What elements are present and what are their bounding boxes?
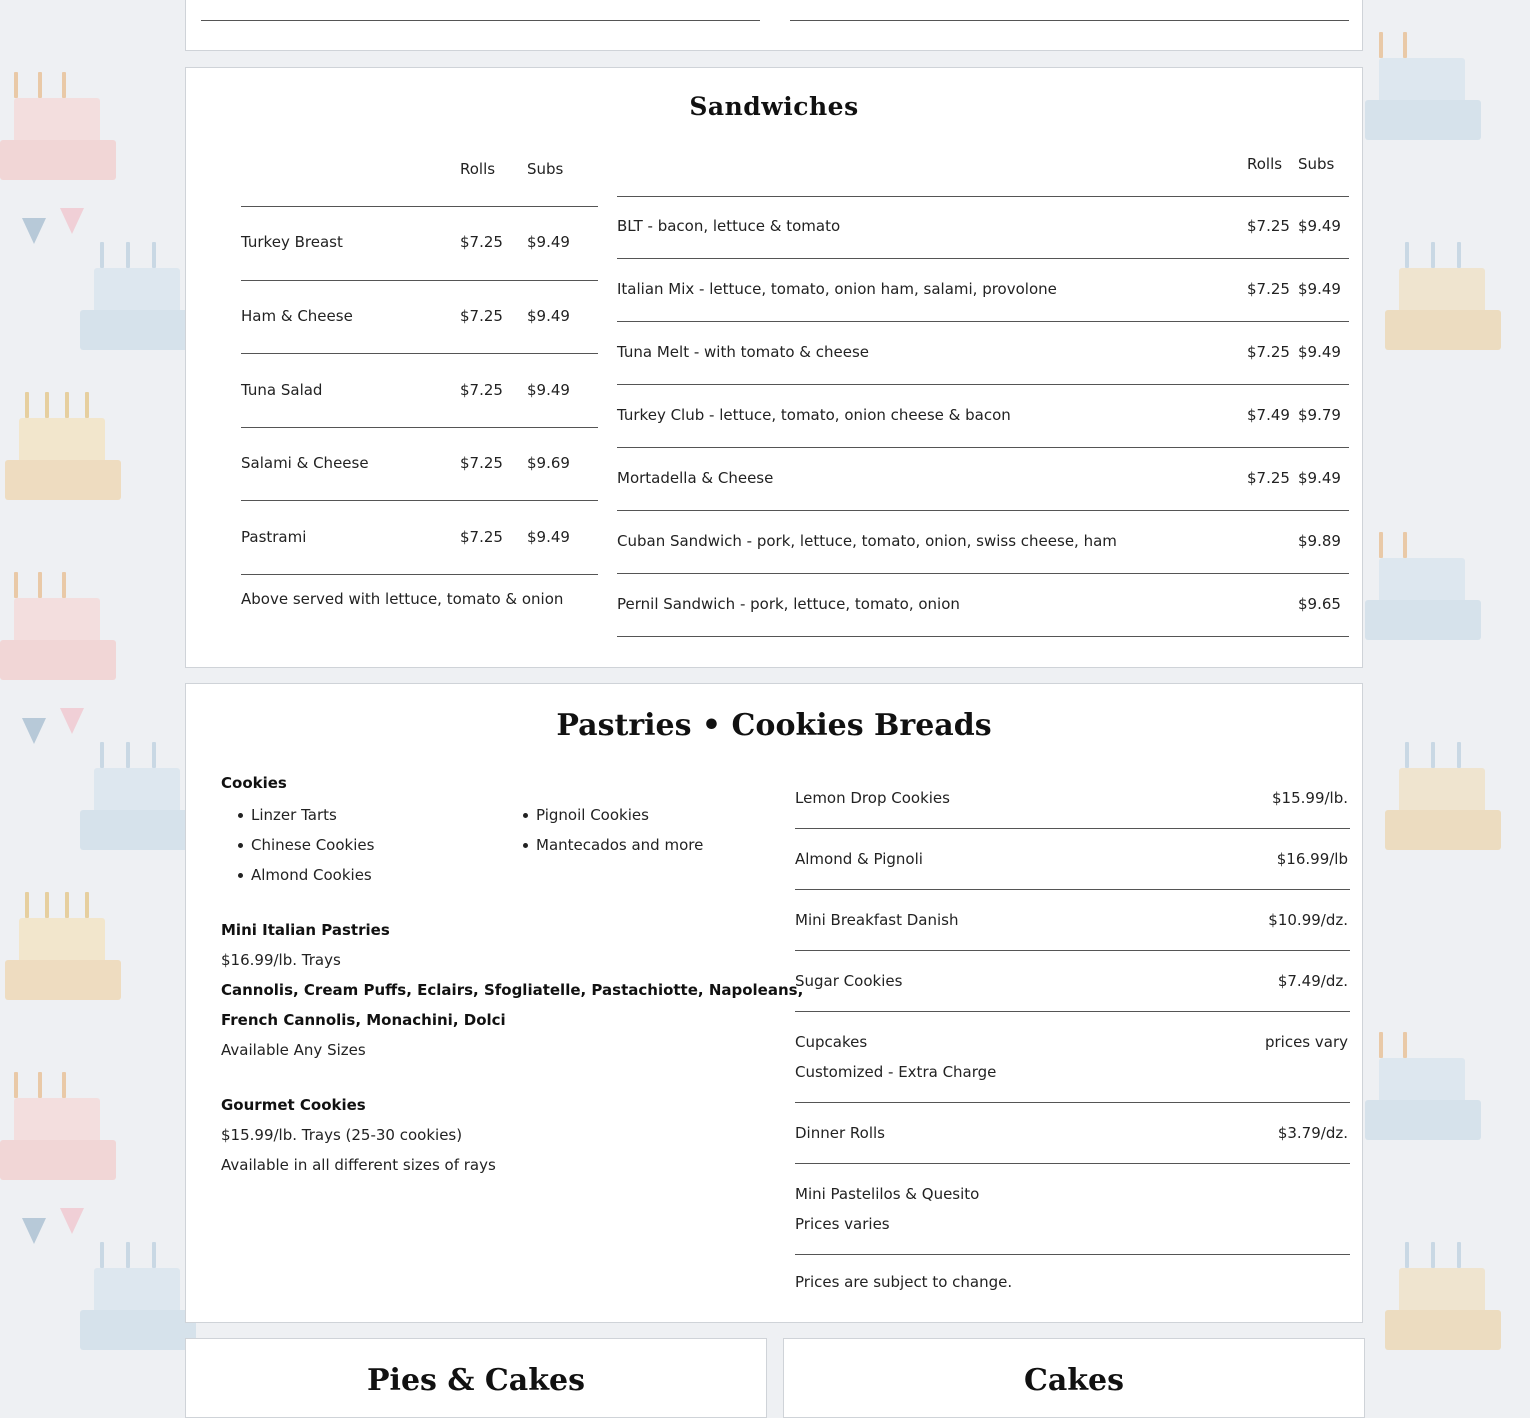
menu-item-price-subs: $9.49 <box>1298 343 1341 361</box>
table-rule <box>795 950 1350 951</box>
menu-item-name: Pastrami <box>241 528 307 546</box>
pies-cakes-panel <box>185 1338 767 1418</box>
table-rule <box>617 510 1349 511</box>
table-rule <box>795 1102 1350 1103</box>
menu-item-price: $15.99/lb. <box>1272 789 1348 807</box>
cake-decoration <box>1365 520 1481 640</box>
cake-decoration <box>1385 230 1501 350</box>
gourmet-cookies-price: $15.99/lb. Trays (25-30 cookies) <box>221 1126 463 1144</box>
bunting-flag <box>22 718 46 744</box>
section-title: Cakes <box>1023 1363 1125 1398</box>
menu-item-name: Ham & Cheese <box>241 307 353 325</box>
menu-item-name: Turkey Club - lettuce, tomato, onion cheese & bacon <box>617 406 1011 424</box>
disclaimer-text: Prices are subject to change. <box>795 1273 1013 1291</box>
bunting-flag <box>60 208 84 234</box>
menu-item-price-rolls: $7.25 <box>1247 343 1290 361</box>
mini-pastries-note: Available Any Sizes <box>221 1041 366 1059</box>
menu-item-price: $10.99/dz. <box>1268 911 1348 929</box>
section-title: Pies & Cakes <box>367 1363 585 1398</box>
table-rule <box>617 384 1349 385</box>
table-rule <box>617 196 1349 197</box>
menu-item-name: BLT - bacon, lettuce & tomato <box>617 217 841 235</box>
menu-item-price-subs: $9.79 <box>1298 406 1341 424</box>
table-rule <box>617 447 1349 448</box>
menu-item-price-rolls: $7.25 <box>1247 280 1290 298</box>
menu-item-price-rolls: $7.49 <box>1247 406 1290 424</box>
list-item: Linzer Tarts <box>251 806 337 824</box>
cake-decoration <box>80 230 196 350</box>
mini-pastries-heading: Mini Italian Pastries <box>221 921 390 939</box>
column-header-subs: Subs <box>1298 155 1335 173</box>
table-rule <box>241 574 598 575</box>
table-rule <box>617 321 1349 322</box>
cake-decoration <box>0 560 116 680</box>
mini-pastries-items: Cannolis, Cream Puffs, Eclairs, Sfogliatelle, Pastachiotte, Napoleans, <box>221 981 804 999</box>
table-rule <box>241 280 598 281</box>
table-rule <box>617 258 1349 259</box>
bullet-icon <box>238 843 243 848</box>
column-header-rolls: Rolls <box>460 160 496 178</box>
bullet-icon <box>523 813 528 818</box>
menu-item-name: Tuna Salad <box>241 381 323 399</box>
table-rule <box>790 20 1349 21</box>
table-rule <box>795 889 1350 890</box>
table-rule <box>201 20 760 21</box>
menu-item-price: $7.49/dz. <box>1277 972 1348 990</box>
menu-item-price-subs: $9.49 <box>1298 469 1341 487</box>
menu-item-name: Mini Pastelilos & Quesito <box>795 1185 980 1203</box>
table-rule <box>795 1011 1350 1012</box>
cake-decoration <box>1365 20 1481 140</box>
menu-item-price-rolls: $7.25 <box>460 528 503 546</box>
bunting-flag <box>60 1208 84 1234</box>
bullet-icon <box>238 813 243 818</box>
table-rule <box>241 206 598 207</box>
table-rule <box>241 500 598 501</box>
menu-item-price-rolls: $7.25 <box>460 307 503 325</box>
menu-item-price-rolls: $7.25 <box>460 381 503 399</box>
cake-decoration <box>5 880 121 1000</box>
bunting-flag <box>22 1218 46 1244</box>
menu-item-name: Cupcakes <box>795 1033 868 1051</box>
cake-decoration <box>0 1060 116 1180</box>
menu-item-name: Tuna Melt - with tomato & cheese <box>617 343 870 361</box>
table-rule <box>795 1254 1350 1255</box>
gourmet-cookies-heading: Gourmet Cookies <box>221 1096 366 1114</box>
menu-item-price-subs: $9.89 <box>1298 532 1341 550</box>
menu-item-price-rolls: $7.25 <box>1247 469 1290 487</box>
menu-item-name: Turkey Breast <box>241 233 343 251</box>
table-rule <box>795 828 1350 829</box>
menu-item-name: Sugar Cookies <box>795 972 903 990</box>
bunting-flag <box>60 708 84 734</box>
list-item: Mantecados and more <box>536 836 704 854</box>
menu-item-price-subs: $9.49 <box>527 307 570 325</box>
menu-item-name: Lemon Drop Cookies <box>795 789 950 807</box>
menu-item-name: Mortadella & Cheese <box>617 469 774 487</box>
sandwiches-panel <box>185 67 1363 668</box>
cakes-panel <box>783 1338 1365 1418</box>
column-header-rolls: Rolls <box>1247 155 1283 173</box>
menu-item-name: Almond & Pignoli <box>795 850 923 868</box>
table-note: Above served with lettuce, tomato & onion <box>241 590 564 608</box>
menu-item-price-rolls: $7.25 <box>460 454 503 472</box>
table-rule <box>795 1163 1350 1164</box>
cake-decoration <box>1385 1230 1501 1350</box>
table-rule <box>241 353 598 354</box>
cake-decoration <box>5 380 121 500</box>
list-item: Chinese Cookies <box>251 836 375 854</box>
section-title: Sandwiches <box>689 92 859 121</box>
bullet-icon <box>523 843 528 848</box>
menu-item-subtext: Prices varies <box>795 1215 890 1233</box>
menu-item-price: $3.79/dz. <box>1277 1124 1348 1142</box>
menu-item-name: Cuban Sandwich - pork, lettuce, tomato, onion, swiss cheese, ham <box>617 532 1117 550</box>
cake-decoration <box>0 60 116 180</box>
menu-item-subtext: Customized - Extra Charge <box>795 1063 997 1081</box>
menu-item-price-subs: $9.49 <box>1298 280 1341 298</box>
bunting-flag <box>22 218 46 244</box>
menu-item-price-subs: $9.49 <box>1298 217 1341 235</box>
menu-item-name: Dinner Rolls <box>795 1124 885 1142</box>
mini-pastries-items: French Cannolis, Monachini, Dolci <box>221 1011 506 1029</box>
table-rule <box>241 427 598 428</box>
mini-pastries-price: $16.99/lb. Trays <box>221 951 341 969</box>
cake-decoration <box>1385 730 1501 850</box>
cake-decoration <box>1365 1020 1481 1140</box>
menu-item-price-subs: $9.69 <box>527 454 570 472</box>
menu-item-name: Mini Breakfast Danish <box>795 911 959 929</box>
column-header-subs: Subs <box>527 160 564 178</box>
menu-item-price-subs: $9.49 <box>527 233 570 251</box>
menu-item-price-subs: $9.49 <box>527 528 570 546</box>
menu-item-price-subs: $9.49 <box>527 381 570 399</box>
menu-item-price-subs: $9.65 <box>1298 595 1341 613</box>
table-rule <box>617 636 1349 637</box>
cake-decoration <box>80 1230 196 1350</box>
table-rule <box>617 573 1349 574</box>
menu-item-price: $16.99/lb <box>1276 850 1348 868</box>
section-title: Pastries • Cookies Breads <box>556 708 992 743</box>
cake-decoration <box>80 730 196 850</box>
menu-item-name: Italian Mix - lettuce, tomato, onion ham, salami, provolone <box>617 280 1057 298</box>
menu-item-price-rolls: $7.25 <box>1247 217 1290 235</box>
previous-section-panel <box>185 0 1363 51</box>
list-item: Pignoil Cookies <box>536 806 649 824</box>
gourmet-cookies-note: Available in all different sizes of rays <box>221 1156 496 1174</box>
pastries-panel <box>185 683 1363 1323</box>
menu-item-price: prices vary <box>1264 1033 1348 1051</box>
menu-item-price-rolls: $7.25 <box>460 233 503 251</box>
bullet-icon <box>238 873 243 878</box>
cookies-heading: Cookies <box>221 774 287 792</box>
list-item: Almond Cookies <box>251 866 372 884</box>
menu-item-name: Salami & Cheese <box>241 454 369 472</box>
menu-item-name: Pernil Sandwich - pork, lettuce, tomato, onion <box>617 595 960 613</box>
